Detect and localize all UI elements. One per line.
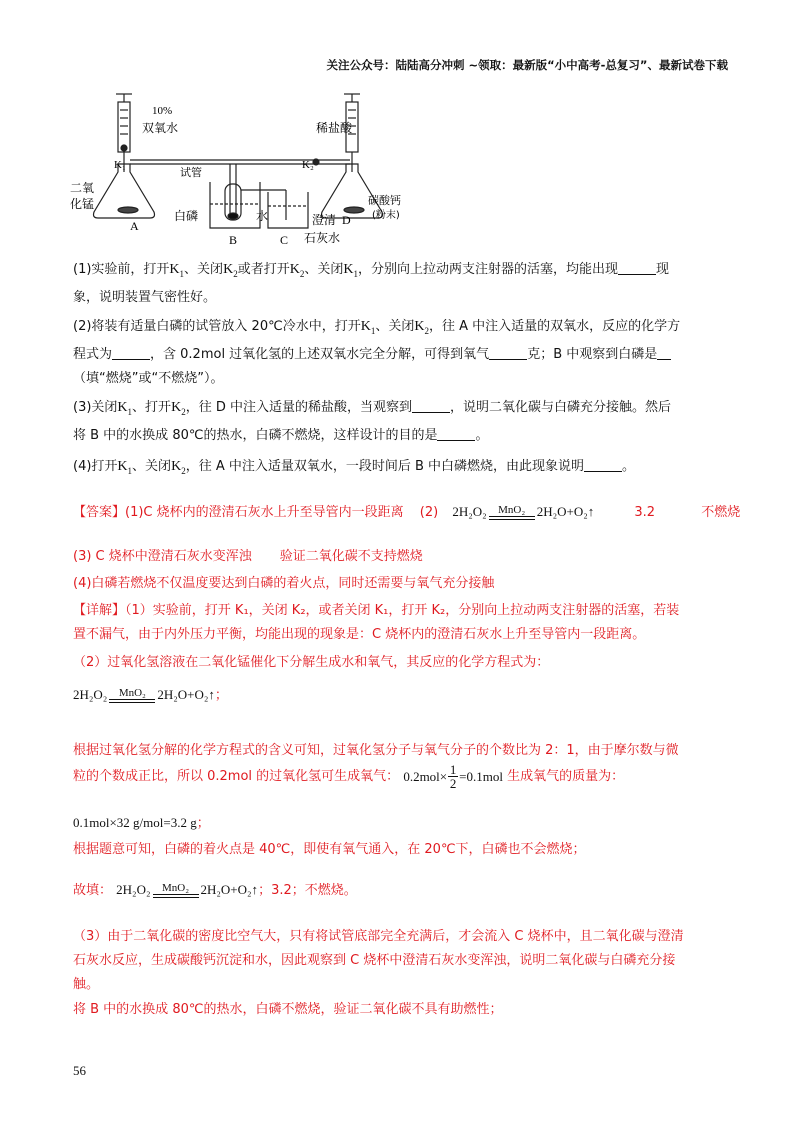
answer-line-3: (4)白磷若燃烧不仅温度要达到白磷的着火点，同时还需要与氧气充分接触 [73,576,495,591]
answer-line-1: 【答案】(1)C 烧杯内的澄清石灰水上升至导管内一段距离 (2) 2H₂O₂ MnO₂ 2H₂O+O₂↑ 3.2 不燃烧 [73,500,763,525]
detail-para-2: （2）过氧化氢溶液在二氧化锰催化下分解生成水和氧气，其反应的化学方程式为： [73,655,550,670]
question-2: (2)将装有适量白磷的试管放入 20℃冷水中，打开$K_1$、关闭$K_2$，往 A 中注入适量的双氧水，反应的化学方 程式为 ，含 0.2mol 过氧化氢的上述双氧水完全分解，可得到氧气 克；B 中观察到白磷是 （填“燃烧”或“不燃烧”）。 [73,319,681,386]
label-limewater-a: 澄清 [312,213,337,227]
label-caco3-a: 碳酸钙 [368,194,401,207]
answer-blank [112,345,150,360]
detail-para-5: 根据题意可知，白磷的着火点是 40℃，即使有氧气通入，在 20℃下，白磷也不会燃烧； [73,842,586,857]
detail-tag: 【详解】 [73,603,126,618]
apparatus-diagram [70,92,460,252]
equation-answer: 2H₂O₂ MnO₂ 2H₂O+O₂↑ [452,504,595,519]
detail-para-3: 根据过氧化氢分解的化学方程式的含义可知，过氧化氢分子与氧气分子的个数比为 2：1，由于摩尔数与微 粒的个数成正比，所以 0.2mol 的过氧化氢可生成氧气： 0.2mol× 1 2 =0.1mol 生成氧气的质量为： [73,743,679,791]
detail-equation-1: 2H₂O₂ MnO₂ 2H₂O+O₂↑ ； [73,687,228,703]
label-white-p: 白磷 [174,209,199,223]
label-k1: K₁ [114,159,126,171]
label-c: C [280,233,289,247]
detail-para-7: （3）由于二氧化碳的密度比空气大，只有将试管底部完全充满后，才会流入 C 烧杯中，且二氧化碳与澄清 石灰水反应，生成碳酸钙沉淀和水，因此观察到 C 烧杯中澄清石灰水变浑浊，说明二氧化碳与白磷充分接 触。 [73,929,684,992]
label-h2o2: 双氧水 [142,121,179,135]
answer-blank [618,260,656,275]
label-hcl: 稀盐酸 [316,121,353,135]
page-number: 56 [73,1063,86,1078]
question-3: (3)关闭$K_1$、打开$K_2$，往 D 中注入适量的稀盐酸，当观察到 ，说明二氧化碳与白磷充分接触。然后 将 B 中的水换成 80℃的热水，白磷不燃烧，这样设计的目的是 。 [73,400,671,443]
answer-blank [584,457,622,472]
detail-para-8: 将 B 中的水换成 80℃的热水，白磷不燃烧，验证二氧化碳不具有助燃性； [73,1002,503,1017]
label-mno2-b: 化锰 [70,197,95,211]
detail-para-6: 故填： 2H₂O₂ MnO₂ 2H₂O+O₂↑ ；3.2；不燃烧。 [73,882,357,898]
label-d: D [342,213,351,227]
label-10pct: 10% [152,105,173,117]
detail-para-4: 0.1mol×32 g/mol=3.2 g； [73,815,210,831]
label-b: B [229,233,238,247]
answer-blank [437,426,475,441]
answer-blank [489,345,527,360]
label-k2: K₂ [302,159,314,171]
label-tube: 试管 [180,166,202,179]
answer-blank [657,345,671,360]
answer-blank [412,398,450,413]
label-limewater-b: 石灰水 [304,231,341,245]
detail-para-1: 【详解】（1）实验前，打开 K₁，关闭 K₂，或者关闭 K₁，打开 K₂，分别向上拉动两支注射器的活塞，若装 置不漏气，由于内外压力平衡，均能出现的现象是：C 烧杯内的澄清石灰水上升至导管内一段距离。 [73,603,680,642]
question-4: (4)打开$K_1$、关闭$K_2$，往 A 中注入适量双氧水，一段时间后 B 中白磷燃烧，由此现象说明 。 [73,459,636,476]
page-header: 关注公众号：陆陆高分冲刺 ~领取：最新版“小中高考-总复习”、最新试卷下载 [326,58,728,72]
answer-line-2: (3) C 烧杯中澄清石灰水变浑浊 验证二氧化碳不支持燃烧 [73,549,423,564]
label-mno2-a: 二氧 [70,181,95,195]
label-water: 水 [256,209,269,223]
label-a: A [130,219,139,233]
question-1: (1)实验前，打开$K_1$、关闭$K_2$或者打开$K_2$、关闭$K_1$，分别向上拉动两支注射器的活塞，均能出现 现 象，说明装置气密性好。 [73,262,669,305]
mol-calc: 0.2mol× 1 2 =0.1mol [403,762,503,791]
answer-tag: 【答案】 [73,505,126,520]
label-caco3-b: (粉末) [372,210,400,221]
